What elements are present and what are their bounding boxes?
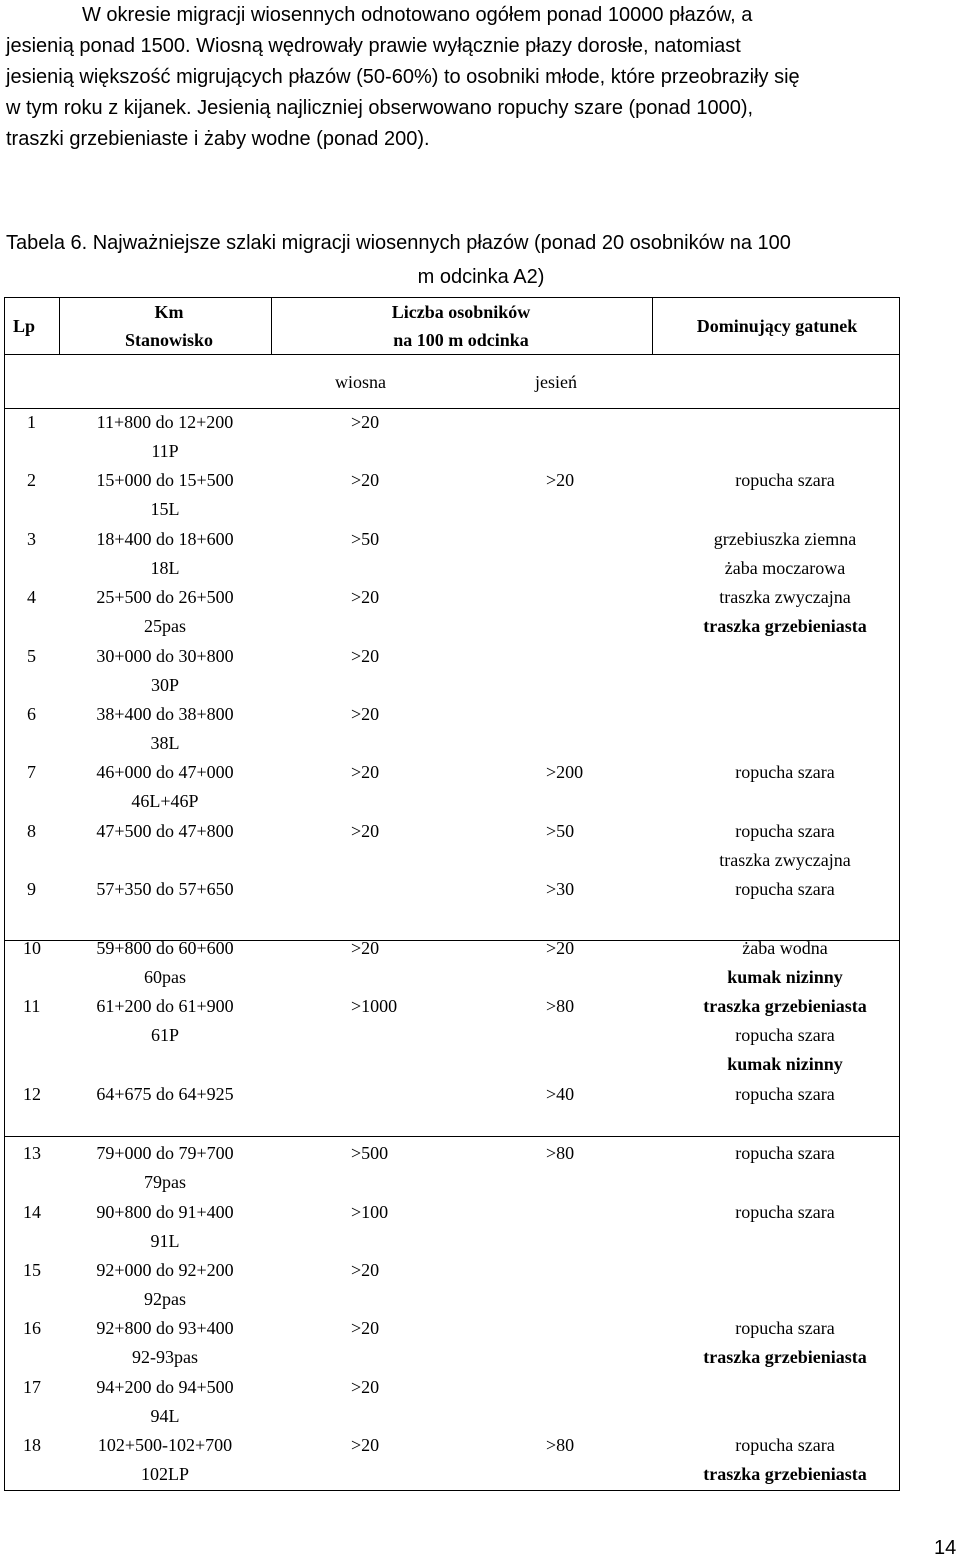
paragraph-line: traszki grzebieniaste i żaby wodne (ponad 200).: [6, 128, 430, 150]
row-number: 14: [23, 1202, 41, 1222]
row-species: ropucha szara: [735, 821, 835, 841]
row-species: ropucha szara: [735, 1025, 835, 1045]
row-autumn-count: >20: [546, 938, 575, 958]
row-spring-count: >100: [351, 1202, 389, 1222]
header-lp: Lp: [13, 316, 36, 336]
row-site-label: 92pas: [144, 1289, 186, 1309]
header-col-divider: [271, 298, 272, 354]
row-km-range: 61+200 do 61+900: [96, 996, 234, 1016]
row-site-label: 60pas: [144, 967, 186, 987]
row-km-range: 25+500 do 26+500: [96, 587, 234, 607]
row-autumn-count: >80: [546, 1435, 575, 1455]
row-site-label: 46L+46P: [131, 791, 199, 811]
row-spring-count: >20: [351, 938, 380, 958]
intro-paragraph: [6, 0, 956, 155]
table-caption: [6, 226, 956, 294]
row-km-range: 15+000 do 15+500: [96, 470, 234, 490]
header-liczba-2: na 100 m odcinka: [393, 330, 529, 350]
section-divider: [5, 1136, 899, 1137]
row-spring-count: >1000: [351, 996, 398, 1016]
header-km: Km: [154, 302, 184, 322]
row-site-label: 102LP: [140, 1464, 189, 1484]
row-km-range: 38+400 do 38+800: [96, 704, 234, 724]
row-species: kumak nizinny: [727, 1054, 843, 1074]
row-autumn-count: >200: [546, 762, 584, 782]
row-species: traszka zwyczajna: [719, 850, 851, 870]
row-site-label: 25pas: [144, 616, 186, 636]
row-km-range: 90+800 do 91+400: [96, 1202, 234, 1222]
row-species: ropucha szara: [735, 762, 835, 782]
header-stanowisko: Stanowisko: [124, 330, 214, 350]
row-number: 4: [27, 587, 36, 607]
row-km-range: 79+000 do 79+700: [96, 1143, 234, 1163]
row-species: ropucha szara: [735, 1318, 835, 1338]
paragraph-line: jesienią większość migrujących płazów (50-60%) to osobniki młode, które przeobraziły się: [6, 66, 800, 88]
row-spring-count: >20: [351, 821, 380, 841]
row-km-range: 102+500-102+700: [97, 1435, 233, 1455]
row-autumn-count: >50: [546, 821, 575, 841]
paragraph-line: jesienią ponad 1500. Wiosną wędrowały prawie wyłącznie płazy dorosłe, natomiast: [6, 35, 741, 57]
data-table: [4, 297, 900, 1491]
row-site-label: 30P: [150, 675, 179, 695]
row-species: traszka grzebieniasta: [703, 1347, 867, 1367]
row-km-range: 92+800 do 93+400: [96, 1318, 234, 1338]
row-site-label: 11P: [151, 441, 179, 461]
row-species: ropucha szara: [735, 1143, 835, 1163]
row-species: ropucha szara: [735, 1435, 835, 1455]
row-km-range: 59+800 do 60+600: [96, 938, 234, 958]
header-liczba-1: Liczba osobników: [391, 302, 531, 322]
header-divider: [5, 354, 899, 355]
row-number: 11: [23, 996, 41, 1016]
row-number: 2: [27, 470, 36, 490]
row-spring-count: >500: [351, 1143, 389, 1163]
row-spring-count: >20: [351, 1435, 380, 1455]
row-spring-count: >20: [351, 704, 380, 724]
row-number: 13: [23, 1143, 41, 1163]
row-number: 12: [23, 1084, 41, 1104]
row-number: 7: [27, 762, 36, 782]
row-site-label: 15L: [150, 499, 180, 519]
row-number: 16: [23, 1318, 41, 1338]
row-autumn-count: >30: [546, 879, 575, 899]
subheader-autumn: jesień: [535, 372, 577, 392]
header-col-divider: [59, 298, 60, 354]
row-site-label: 18L: [150, 558, 180, 578]
row-number: 15: [23, 1260, 41, 1280]
row-species: traszka grzebieniasta: [703, 996, 867, 1016]
row-spring-count: >50: [351, 529, 380, 549]
row-number: 5: [27, 646, 36, 666]
row-number: 17: [23, 1377, 41, 1397]
row-km-range: 46+000 do 47+000: [96, 762, 234, 782]
row-spring-count: >20: [351, 470, 380, 490]
row-autumn-count: >40: [546, 1084, 575, 1104]
row-species: żaba wodna: [742, 938, 828, 958]
row-spring-count: >20: [351, 412, 380, 432]
row-number: 8: [27, 821, 36, 841]
row-species: ropucha szara: [735, 1202, 835, 1222]
row-autumn-count: >80: [546, 1143, 575, 1163]
row-number: 3: [27, 529, 36, 549]
row-autumn-count: >80: [546, 996, 575, 1016]
row-spring-count: >20: [351, 1318, 380, 1338]
row-species: ropucha szara: [735, 470, 835, 490]
row-km-range: 57+350 do 57+650: [96, 879, 234, 899]
row-km-range: 47+500 do 47+800: [96, 821, 234, 841]
header-dominujacy: Dominujący gatunek: [696, 316, 858, 336]
row-number: 10: [23, 938, 41, 958]
page-number: 14: [934, 1537, 957, 1559]
paragraph-line: w tym roku z kijanek. Jesienią najliczniej obserwowano ropuchy szare (ponad 1000),: [6, 97, 754, 119]
subheader-spring: wiosna: [335, 372, 386, 392]
row-spring-count: >20: [351, 1260, 380, 1280]
row-number: 1: [27, 412, 36, 432]
header-col-divider: [652, 298, 653, 354]
row-number: 18: [23, 1435, 41, 1455]
row-km-range: 11+800 do 12+200: [96, 412, 234, 432]
row-species: żaba moczarowa: [724, 558, 846, 578]
row-spring-count: >20: [351, 1377, 380, 1397]
row-number: 6: [27, 704, 36, 724]
row-autumn-count: >20: [546, 470, 575, 490]
row-spring-count: >20: [351, 646, 380, 666]
row-site-label: 91L: [150, 1231, 180, 1251]
row-species: ropucha szara: [735, 879, 835, 899]
row-km-range: 18+400 do 18+600: [96, 529, 234, 549]
row-species: traszka zwyczajna: [719, 587, 851, 607]
row-site-label: 79pas: [144, 1172, 186, 1192]
row-km-range: 92+000 do 92+200: [96, 1260, 234, 1280]
row-km-range: 94+200 do 94+500: [96, 1377, 234, 1397]
row-site-label: 38L: [150, 733, 180, 753]
row-site-label: 92-93pas: [132, 1347, 198, 1367]
row-spring-count: >20: [351, 587, 380, 607]
row-species: ropucha szara: [735, 1084, 835, 1104]
row-km-range: 30+000 do 30+800: [96, 646, 234, 666]
row-species: grzebiuszka ziemna: [713, 529, 857, 549]
row-species: kumak nizinny: [727, 967, 843, 987]
table-caption-line-1: Tabela 6. Najważniejsze szlaki migracji wiosennych płazów (ponad 20 osobników na 100: [6, 232, 791, 254]
row-site-label: 61P: [150, 1025, 179, 1045]
row-species: traszka grzebieniasta: [703, 616, 867, 636]
paragraph-line: W okresie migracji wiosennych odnotowano ogółem ponad 10000 płazów, a: [82, 4, 753, 26]
row-number: 9: [27, 879, 36, 899]
table-caption-line-2: m odcinka A2): [417, 266, 545, 288]
row-km-range: 64+675 do 64+925: [96, 1084, 234, 1104]
row-species: traszka grzebieniasta: [703, 1464, 867, 1484]
row-site-label: 94L: [150, 1406, 180, 1426]
row-spring-count: >20: [351, 762, 380, 782]
